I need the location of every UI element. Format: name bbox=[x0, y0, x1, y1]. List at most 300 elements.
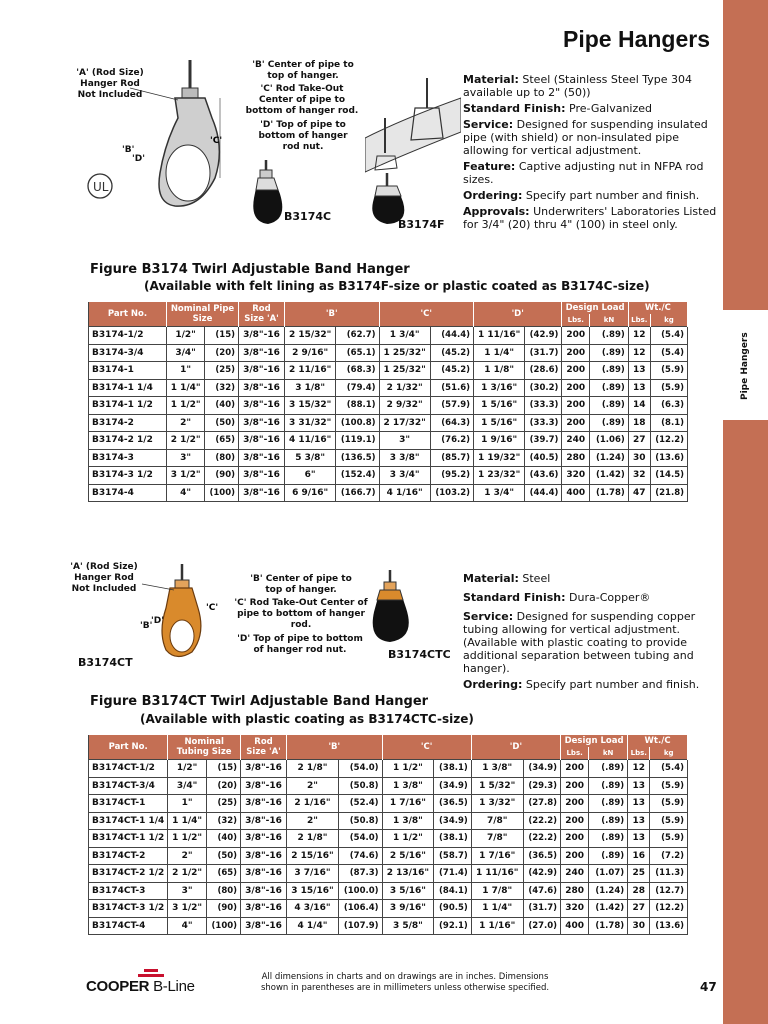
table-row bbox=[89, 777, 688, 795]
table-cell: (20) bbox=[206, 777, 240, 795]
table-cell: (90) bbox=[205, 467, 239, 485]
table-cell: 1 7/8" bbox=[471, 882, 523, 900]
table-cell: (1.24) bbox=[589, 882, 628, 900]
table-cell: 1 5/16" bbox=[474, 414, 525, 432]
spec-list-b3174 bbox=[463, 73, 719, 234]
model-b3174ct: B3174CT bbox=[78, 656, 133, 669]
table-cell: 3/8"-16 bbox=[241, 847, 287, 865]
table-cell: 3/8"-16 bbox=[239, 484, 285, 502]
table-cell: (45.2) bbox=[430, 344, 473, 362]
col-load-kn: kN bbox=[590, 314, 629, 327]
table-cell: (5.9) bbox=[650, 777, 688, 795]
table-cell: (65) bbox=[205, 432, 239, 450]
table-cell: 2 1/16" bbox=[287, 795, 339, 813]
table-cell: 1 1/2" bbox=[382, 830, 434, 848]
table-cell: (65) bbox=[206, 865, 240, 883]
table-cell: 200 bbox=[562, 397, 590, 415]
table-cell: (50.8) bbox=[338, 812, 382, 830]
table-cell: (47.6) bbox=[523, 882, 560, 900]
dim-d-label: 'D' bbox=[132, 154, 145, 164]
table-cell: (15) bbox=[206, 760, 240, 778]
table-cell: 2" bbox=[287, 777, 339, 795]
dimension-table-b3174 bbox=[88, 302, 688, 502]
table-cell: (50) bbox=[206, 847, 240, 865]
table-cell: 3 15/32" bbox=[285, 397, 336, 415]
table-row bbox=[89, 467, 688, 485]
footer-note: All dimensions in charts and on drawings are in inches. Dimensions shown in parentheses are in millimeters unless otherwise specified. bbox=[260, 972, 550, 993]
table-cell: B3174CT-1 1/2 bbox=[89, 830, 168, 848]
table-cell: 1" bbox=[168, 795, 207, 813]
table-cell: 3/8"-16 bbox=[241, 812, 287, 830]
table-cell: B3174-1/2 bbox=[89, 327, 167, 345]
table-cell: (76.2) bbox=[430, 432, 473, 450]
table-cell: 1 1/2" bbox=[168, 830, 207, 848]
table-cell: (5.9) bbox=[650, 812, 688, 830]
table-cell: (38.1) bbox=[434, 830, 471, 848]
table-cell: 30 bbox=[628, 449, 650, 467]
table-cell: (38.1) bbox=[434, 760, 471, 778]
table-cell: 4 1/16" bbox=[379, 484, 430, 502]
table-cell: (21.8) bbox=[650, 484, 687, 502]
table-cell: (.89) bbox=[589, 760, 628, 778]
table-cell: (68.3) bbox=[336, 362, 379, 380]
table-cell: 2" bbox=[168, 847, 207, 865]
table-cell: 200 bbox=[561, 830, 589, 848]
table-cell: (152.4) bbox=[336, 467, 379, 485]
table-cell: (74.6) bbox=[338, 847, 382, 865]
table-cell: 2 9/16" bbox=[285, 344, 336, 362]
col-part-no: Part No. bbox=[89, 302, 167, 327]
table-cell: 18 bbox=[628, 414, 650, 432]
table-cell: 200 bbox=[561, 812, 589, 830]
table-cell: (25) bbox=[205, 362, 239, 380]
table-cell: 1 7/16" bbox=[471, 847, 523, 865]
table-cell: 2 5/16" bbox=[382, 847, 434, 865]
callout-b: 'B' Center of pipe to top of hanger. bbox=[252, 60, 354, 81]
table-cell: 320 bbox=[562, 467, 590, 485]
col-wt-kg: kg bbox=[650, 747, 688, 760]
table-cell: 3 1/8" bbox=[285, 379, 336, 397]
table-cell: (1.78) bbox=[589, 917, 628, 935]
table-cell: 280 bbox=[562, 449, 590, 467]
table-cell: 2 17/32" bbox=[379, 414, 430, 432]
table-cell: 320 bbox=[561, 900, 589, 918]
table-cell: (79.4) bbox=[336, 379, 379, 397]
table-cell: 1 5/32" bbox=[471, 777, 523, 795]
table-cell: (.89) bbox=[590, 414, 629, 432]
table-cell: (84.1) bbox=[434, 882, 471, 900]
table-cell: 3/8"-16 bbox=[239, 432, 285, 450]
table-cell: (13.6) bbox=[650, 917, 688, 935]
table-row bbox=[89, 812, 688, 830]
callout-rod-size: 'A' (Rod Size) Hanger Rod Not Included bbox=[76, 68, 144, 100]
table-cell: 1 1/8" bbox=[474, 362, 525, 380]
table-cell: B3174CT-1 bbox=[89, 795, 168, 813]
table-cell: 3 7/16" bbox=[287, 865, 339, 883]
table-cell: B3174-3/4 bbox=[89, 344, 167, 362]
table-cell: 2 11/16" bbox=[285, 362, 336, 380]
table-cell: (7.2) bbox=[650, 847, 688, 865]
col-b: 'B' bbox=[285, 302, 380, 327]
table-cell: 3" bbox=[379, 432, 430, 450]
table-cell: B3174-2 bbox=[89, 414, 167, 432]
table-cell: (1.06) bbox=[590, 432, 629, 450]
table-cell: (22.2) bbox=[523, 830, 560, 848]
table-cell: (1.24) bbox=[590, 449, 629, 467]
table-cell: 3 9/16" bbox=[382, 900, 434, 918]
table-cell: (5.9) bbox=[650, 362, 687, 380]
table-cell: 14 bbox=[628, 397, 650, 415]
col-weight: Wt./C bbox=[628, 735, 688, 747]
ul-listed-icon bbox=[86, 172, 114, 200]
table-cell: B3174CT-3/4 bbox=[89, 777, 168, 795]
dim-b-label: 'B' bbox=[122, 145, 135, 155]
table-cell: (33.3) bbox=[525, 397, 562, 415]
table-cell: 2 1/2" bbox=[168, 865, 207, 883]
hanger-drawing-b3174 bbox=[120, 58, 240, 218]
table-row bbox=[89, 449, 688, 467]
col-wt-lbs: Lbs. bbox=[628, 747, 650, 760]
table-cell: 240 bbox=[561, 865, 589, 883]
spec-service-ct: Service: Designed for suspending copper tubing allowing for vertical adjustment. (Available with plastic coating to provide additional separation between tubing and hanger). bbox=[463, 610, 696, 675]
table-row bbox=[89, 397, 688, 415]
table-row bbox=[89, 760, 688, 778]
table-row bbox=[89, 830, 688, 848]
table-cell: 2" bbox=[167, 414, 205, 432]
table-cell: B3174-1 bbox=[89, 362, 167, 380]
table-cell: (14.5) bbox=[650, 467, 687, 485]
table-cell: 1/2" bbox=[168, 760, 207, 778]
table-cell: 2 1/8" bbox=[287, 830, 339, 848]
table-cell: 280 bbox=[561, 882, 589, 900]
table-cell: 3/8"-16 bbox=[239, 344, 285, 362]
table-cell: 2 1/32" bbox=[379, 379, 430, 397]
table-cell: (5.9) bbox=[650, 830, 688, 848]
table-cell: (1.42) bbox=[589, 900, 628, 918]
table-cell: 3 15/16" bbox=[287, 882, 339, 900]
table-cell: (8.1) bbox=[650, 414, 687, 432]
table-cell: 1 11/16" bbox=[471, 865, 523, 883]
table-cell: (40.5) bbox=[525, 449, 562, 467]
table-cell: (.89) bbox=[589, 812, 628, 830]
table-cell: 3/8"-16 bbox=[241, 830, 287, 848]
table-cell: 3 5/8" bbox=[382, 917, 434, 935]
table-cell: (32) bbox=[206, 812, 240, 830]
spec-approvals: Approvals: Underwriters' Laboratories Listed for 3/4" (20) thru 4" (100) in steel only. bbox=[463, 205, 717, 231]
table-cell: 3/8"-16 bbox=[241, 882, 287, 900]
table-cell: 3 1/2" bbox=[168, 900, 207, 918]
table-cell: (33.3) bbox=[525, 414, 562, 432]
dim-d-label-ct: 'D' bbox=[151, 616, 164, 626]
table-cell: (90) bbox=[206, 900, 240, 918]
table-cell: (.89) bbox=[590, 397, 629, 415]
spec-finish-ct: Standard Finish: Dura-Copper® bbox=[463, 591, 651, 604]
table-cell: (.89) bbox=[590, 379, 629, 397]
table-cell: B3174-3 1/2 bbox=[89, 467, 167, 485]
figure-subtitle-b3174ct: (Available with plastic coating as B3174CTC-size) bbox=[140, 712, 474, 726]
col-b: 'B' bbox=[287, 735, 382, 760]
table-cell: 5 3/8" bbox=[285, 449, 336, 467]
logo-sub: B-Line bbox=[153, 978, 195, 995]
table-cell: (62.7) bbox=[336, 327, 379, 345]
spec-ordering: Ordering: Specify part number and finish. bbox=[463, 189, 700, 202]
table-cell: (54.0) bbox=[338, 760, 382, 778]
table-cell: 13 bbox=[628, 830, 650, 848]
table-cell: 1 5/16" bbox=[474, 397, 525, 415]
table-cell: B3174CT-2 bbox=[89, 847, 168, 865]
callout-c-ct: 'C' Rod Take-Out Center of pipe to bottom of hanger rod. bbox=[234, 598, 368, 630]
dimension-table-b3174ct bbox=[88, 735, 688, 935]
table-cell: (40) bbox=[206, 830, 240, 848]
table-cell: (27.8) bbox=[523, 795, 560, 813]
col-wt-kg: kg bbox=[650, 314, 687, 327]
table-cell: 1 11/16" bbox=[474, 327, 525, 345]
table-cell: 4" bbox=[167, 484, 205, 502]
table-cell: 12 bbox=[628, 760, 650, 778]
table-cell: 12 bbox=[628, 327, 650, 345]
table-row bbox=[89, 795, 688, 813]
table-cell: (31.7) bbox=[525, 344, 562, 362]
table-cell: (32) bbox=[205, 379, 239, 397]
table-cell: 1 7/16" bbox=[382, 795, 434, 813]
table-cell: 3 3/4" bbox=[379, 467, 430, 485]
table-cell: 3/4" bbox=[168, 777, 207, 795]
table-cell: 200 bbox=[562, 362, 590, 380]
model-b3174ctc: B3174CTC bbox=[388, 648, 451, 661]
col-design-load: Design Load bbox=[562, 302, 628, 314]
table-cell: 1 3/4" bbox=[379, 327, 430, 345]
table-cell: 2" bbox=[287, 812, 339, 830]
table-cell: 1 1/16" bbox=[471, 917, 523, 935]
table-cell: 3 3/8" bbox=[379, 449, 430, 467]
table-cell: (45.2) bbox=[430, 362, 473, 380]
table-cell: 30 bbox=[628, 917, 650, 935]
table-cell: (5.9) bbox=[650, 379, 687, 397]
table-row bbox=[89, 865, 688, 883]
table-cell: (103.2) bbox=[430, 484, 473, 502]
table-cell: B3174CT-4 bbox=[89, 917, 168, 935]
table-cell: B3174-4 bbox=[89, 484, 167, 502]
table-cell: (100) bbox=[205, 484, 239, 502]
table-cell: 28 bbox=[628, 882, 650, 900]
table-cell: 3/8"-16 bbox=[239, 467, 285, 485]
table-cell: 47 bbox=[628, 484, 650, 502]
col-part-no: Part No. bbox=[89, 735, 168, 760]
table-cell: 3 5/16" bbox=[382, 882, 434, 900]
table-cell: 12 bbox=[628, 344, 650, 362]
table-cell: 7/8" bbox=[471, 830, 523, 848]
table-cell: (11.3) bbox=[650, 865, 688, 883]
spec-material-ct: Material: Steel bbox=[463, 572, 551, 585]
table-cell: 3 1/2" bbox=[167, 467, 205, 485]
figure-subtitle-b3174: (Available with felt lining as B3174F-size or plastic coated as B3174C-size) bbox=[144, 279, 650, 293]
table-row bbox=[89, 917, 688, 935]
table-cell: 13 bbox=[628, 362, 650, 380]
table-cell: (42.9) bbox=[523, 865, 560, 883]
table-cell: 3/8"-16 bbox=[239, 362, 285, 380]
table-row bbox=[89, 327, 688, 345]
table-cell: (13.6) bbox=[650, 449, 687, 467]
spec-list-b3174ct bbox=[463, 572, 719, 694]
table-cell: 27 bbox=[628, 432, 650, 450]
table-cell: (5.4) bbox=[650, 327, 687, 345]
table-cell: 3 31/32" bbox=[285, 414, 336, 432]
table-cell: (1.78) bbox=[590, 484, 629, 502]
table-cell: 3/8"-16 bbox=[239, 414, 285, 432]
col-d: 'D' bbox=[471, 735, 560, 760]
table-cell: 1 1/2" bbox=[382, 760, 434, 778]
table-cell: (42.9) bbox=[525, 327, 562, 345]
table-cell: 2 15/16" bbox=[287, 847, 339, 865]
table-cell: (64.3) bbox=[430, 414, 473, 432]
table-cell: 200 bbox=[561, 777, 589, 795]
table-cell: (106.4) bbox=[338, 900, 382, 918]
table-row bbox=[89, 344, 688, 362]
logo-bars-icon bbox=[138, 968, 164, 982]
table-row bbox=[89, 882, 688, 900]
col-rod-size: Rod Size 'A' bbox=[241, 735, 287, 760]
table-cell: (5.4) bbox=[650, 344, 687, 362]
table-cell: 2 1/2" bbox=[167, 432, 205, 450]
col-design-load: Design Load bbox=[561, 735, 628, 747]
side-color-bar bbox=[723, 0, 768, 1024]
table-cell: (52.4) bbox=[338, 795, 382, 813]
table-cell: 6 9/16" bbox=[285, 484, 336, 502]
table-cell: (51.6) bbox=[430, 379, 473, 397]
table-cell: (12.2) bbox=[650, 900, 688, 918]
col-nominal: Nominal Tubing Size bbox=[168, 735, 241, 760]
table-row bbox=[89, 432, 688, 450]
table-cell: (100.8) bbox=[336, 414, 379, 432]
table-cell: (39.7) bbox=[525, 432, 562, 450]
callout-c: 'C' Rod Take-Out Center of pipe to bottom of hanger rod. bbox=[245, 84, 359, 116]
table-cell: 200 bbox=[562, 327, 590, 345]
table-cell: 25 bbox=[628, 865, 650, 883]
table-cell: (28.6) bbox=[525, 362, 562, 380]
col-c: 'C' bbox=[382, 735, 471, 760]
table-cell: 3/8"-16 bbox=[241, 865, 287, 883]
table-cell: 2 1/8" bbox=[287, 760, 339, 778]
table-cell: 32 bbox=[628, 467, 650, 485]
table-cell: (5.9) bbox=[650, 795, 688, 813]
table-cell: 3/8"-16 bbox=[239, 397, 285, 415]
table-row bbox=[89, 900, 688, 918]
table-cell: 1/2" bbox=[167, 327, 205, 345]
col-wt-lbs: Lbs. bbox=[628, 314, 650, 327]
table-cell: 200 bbox=[562, 379, 590, 397]
table-cell: (85.7) bbox=[430, 449, 473, 467]
table-cell: 27 bbox=[628, 900, 650, 918]
table-cell: 3/8"-16 bbox=[239, 449, 285, 467]
table-cell: (6.3) bbox=[650, 397, 687, 415]
table-cell: (36.5) bbox=[434, 795, 471, 813]
table-cell: 3/4" bbox=[167, 344, 205, 362]
spec-service: Service: Designed for suspending insulated pipe (with shield) or non-insulated pipe allowing for vertical adjustment. bbox=[463, 118, 708, 157]
svg-text:'C': 'C' bbox=[206, 603, 219, 613]
table-cell: (25) bbox=[206, 795, 240, 813]
table-cell: (119.1) bbox=[336, 432, 379, 450]
table-cell: 3/8"-16 bbox=[239, 327, 285, 345]
table-cell: (20) bbox=[205, 344, 239, 362]
table-cell: (34.9) bbox=[523, 760, 560, 778]
table-cell: (1.07) bbox=[589, 865, 628, 883]
table-cell: 400 bbox=[562, 484, 590, 502]
table-cell: B3174CT-1 1/4 bbox=[89, 812, 168, 830]
figure-title-b3174ct: Figure B3174CT Twirl Adjustable Band Hanger bbox=[90, 694, 429, 709]
table-cell: 240 bbox=[562, 432, 590, 450]
dim-b-label-ct: 'B' bbox=[140, 621, 153, 631]
table-cell: (22.2) bbox=[523, 812, 560, 830]
table-cell: 1 3/8" bbox=[471, 760, 523, 778]
col-load-lbs: Lbs. bbox=[562, 314, 590, 327]
table-cell: (57.9) bbox=[430, 397, 473, 415]
table-row bbox=[89, 414, 688, 432]
table-row bbox=[89, 484, 688, 502]
spec-finish: Standard Finish: Pre-Galvanized bbox=[463, 102, 653, 115]
table-cell: 1 3/8" bbox=[382, 777, 434, 795]
svg-text:UL: UL bbox=[93, 180, 109, 194]
table-cell: (12.7) bbox=[650, 882, 688, 900]
table-cell: B3174-2 1/2 bbox=[89, 432, 167, 450]
spec-ordering-ct: Ordering: Specify part number and finish. bbox=[463, 678, 700, 691]
table-cell: 1 3/4" bbox=[474, 484, 525, 502]
model-b3174f: B3174F bbox=[398, 218, 445, 231]
table-cell: 200 bbox=[561, 760, 589, 778]
table-cell: B3174CT-3 bbox=[89, 882, 168, 900]
dim-c-label: 'C' bbox=[210, 136, 223, 146]
table-cell: 3/8"-16 bbox=[241, 795, 287, 813]
table-cell: 200 bbox=[562, 344, 590, 362]
table-cell: 13 bbox=[628, 812, 650, 830]
table-cell: (166.7) bbox=[336, 484, 379, 502]
table-cell: 4 3/16" bbox=[287, 900, 339, 918]
table-cell: (.89) bbox=[589, 795, 628, 813]
table-cell: 4 11/16" bbox=[285, 432, 336, 450]
callout-b-ct: 'B' Center of pipe to top of hanger. bbox=[250, 574, 352, 595]
table-cell: (1.42) bbox=[590, 467, 629, 485]
table-cell: 1 1/4" bbox=[471, 900, 523, 918]
col-load-lbs: Lbs. bbox=[561, 747, 589, 760]
table-cell: 13 bbox=[628, 777, 650, 795]
table-cell: B3174CT-3 1/2 bbox=[89, 900, 168, 918]
figure-title-b3174: Figure B3174 Twirl Adjustable Band Hanger bbox=[90, 262, 410, 277]
table-cell: (54.0) bbox=[338, 830, 382, 848]
table-cell: 1" bbox=[167, 362, 205, 380]
table-cell: 1 3/32" bbox=[471, 795, 523, 813]
table-cell: 2 13/16" bbox=[382, 865, 434, 883]
table-cell: (31.7) bbox=[523, 900, 560, 918]
table-cell: (43.6) bbox=[525, 467, 562, 485]
callout-d: 'D' Top of pipe to bottom of hanger rod nut. bbox=[258, 120, 348, 152]
table-cell: 1 3/8" bbox=[382, 812, 434, 830]
table-cell: 3" bbox=[168, 882, 207, 900]
col-weight: Wt./C bbox=[628, 302, 687, 314]
col-c: 'C' bbox=[379, 302, 474, 327]
side-tab-label: Pipe Hangers bbox=[740, 332, 750, 400]
table-row bbox=[89, 379, 688, 397]
table-cell: (80) bbox=[205, 449, 239, 467]
table-cell: B3174-3 bbox=[89, 449, 167, 467]
table-cell: 4 1/4" bbox=[287, 917, 339, 935]
table-cell: 3/8"-16 bbox=[241, 900, 287, 918]
page-number: 47 bbox=[700, 980, 717, 994]
callout-rod-size-ct: 'A' (Rod Size) Hanger Rod Not Included bbox=[70, 562, 138, 594]
table-cell: 7/8" bbox=[471, 812, 523, 830]
table-cell: B3174-1 1/2 bbox=[89, 397, 167, 415]
table-cell: (50) bbox=[205, 414, 239, 432]
table-cell: B3174CT-2 1/2 bbox=[89, 865, 168, 883]
table-cell: (15) bbox=[205, 327, 239, 345]
